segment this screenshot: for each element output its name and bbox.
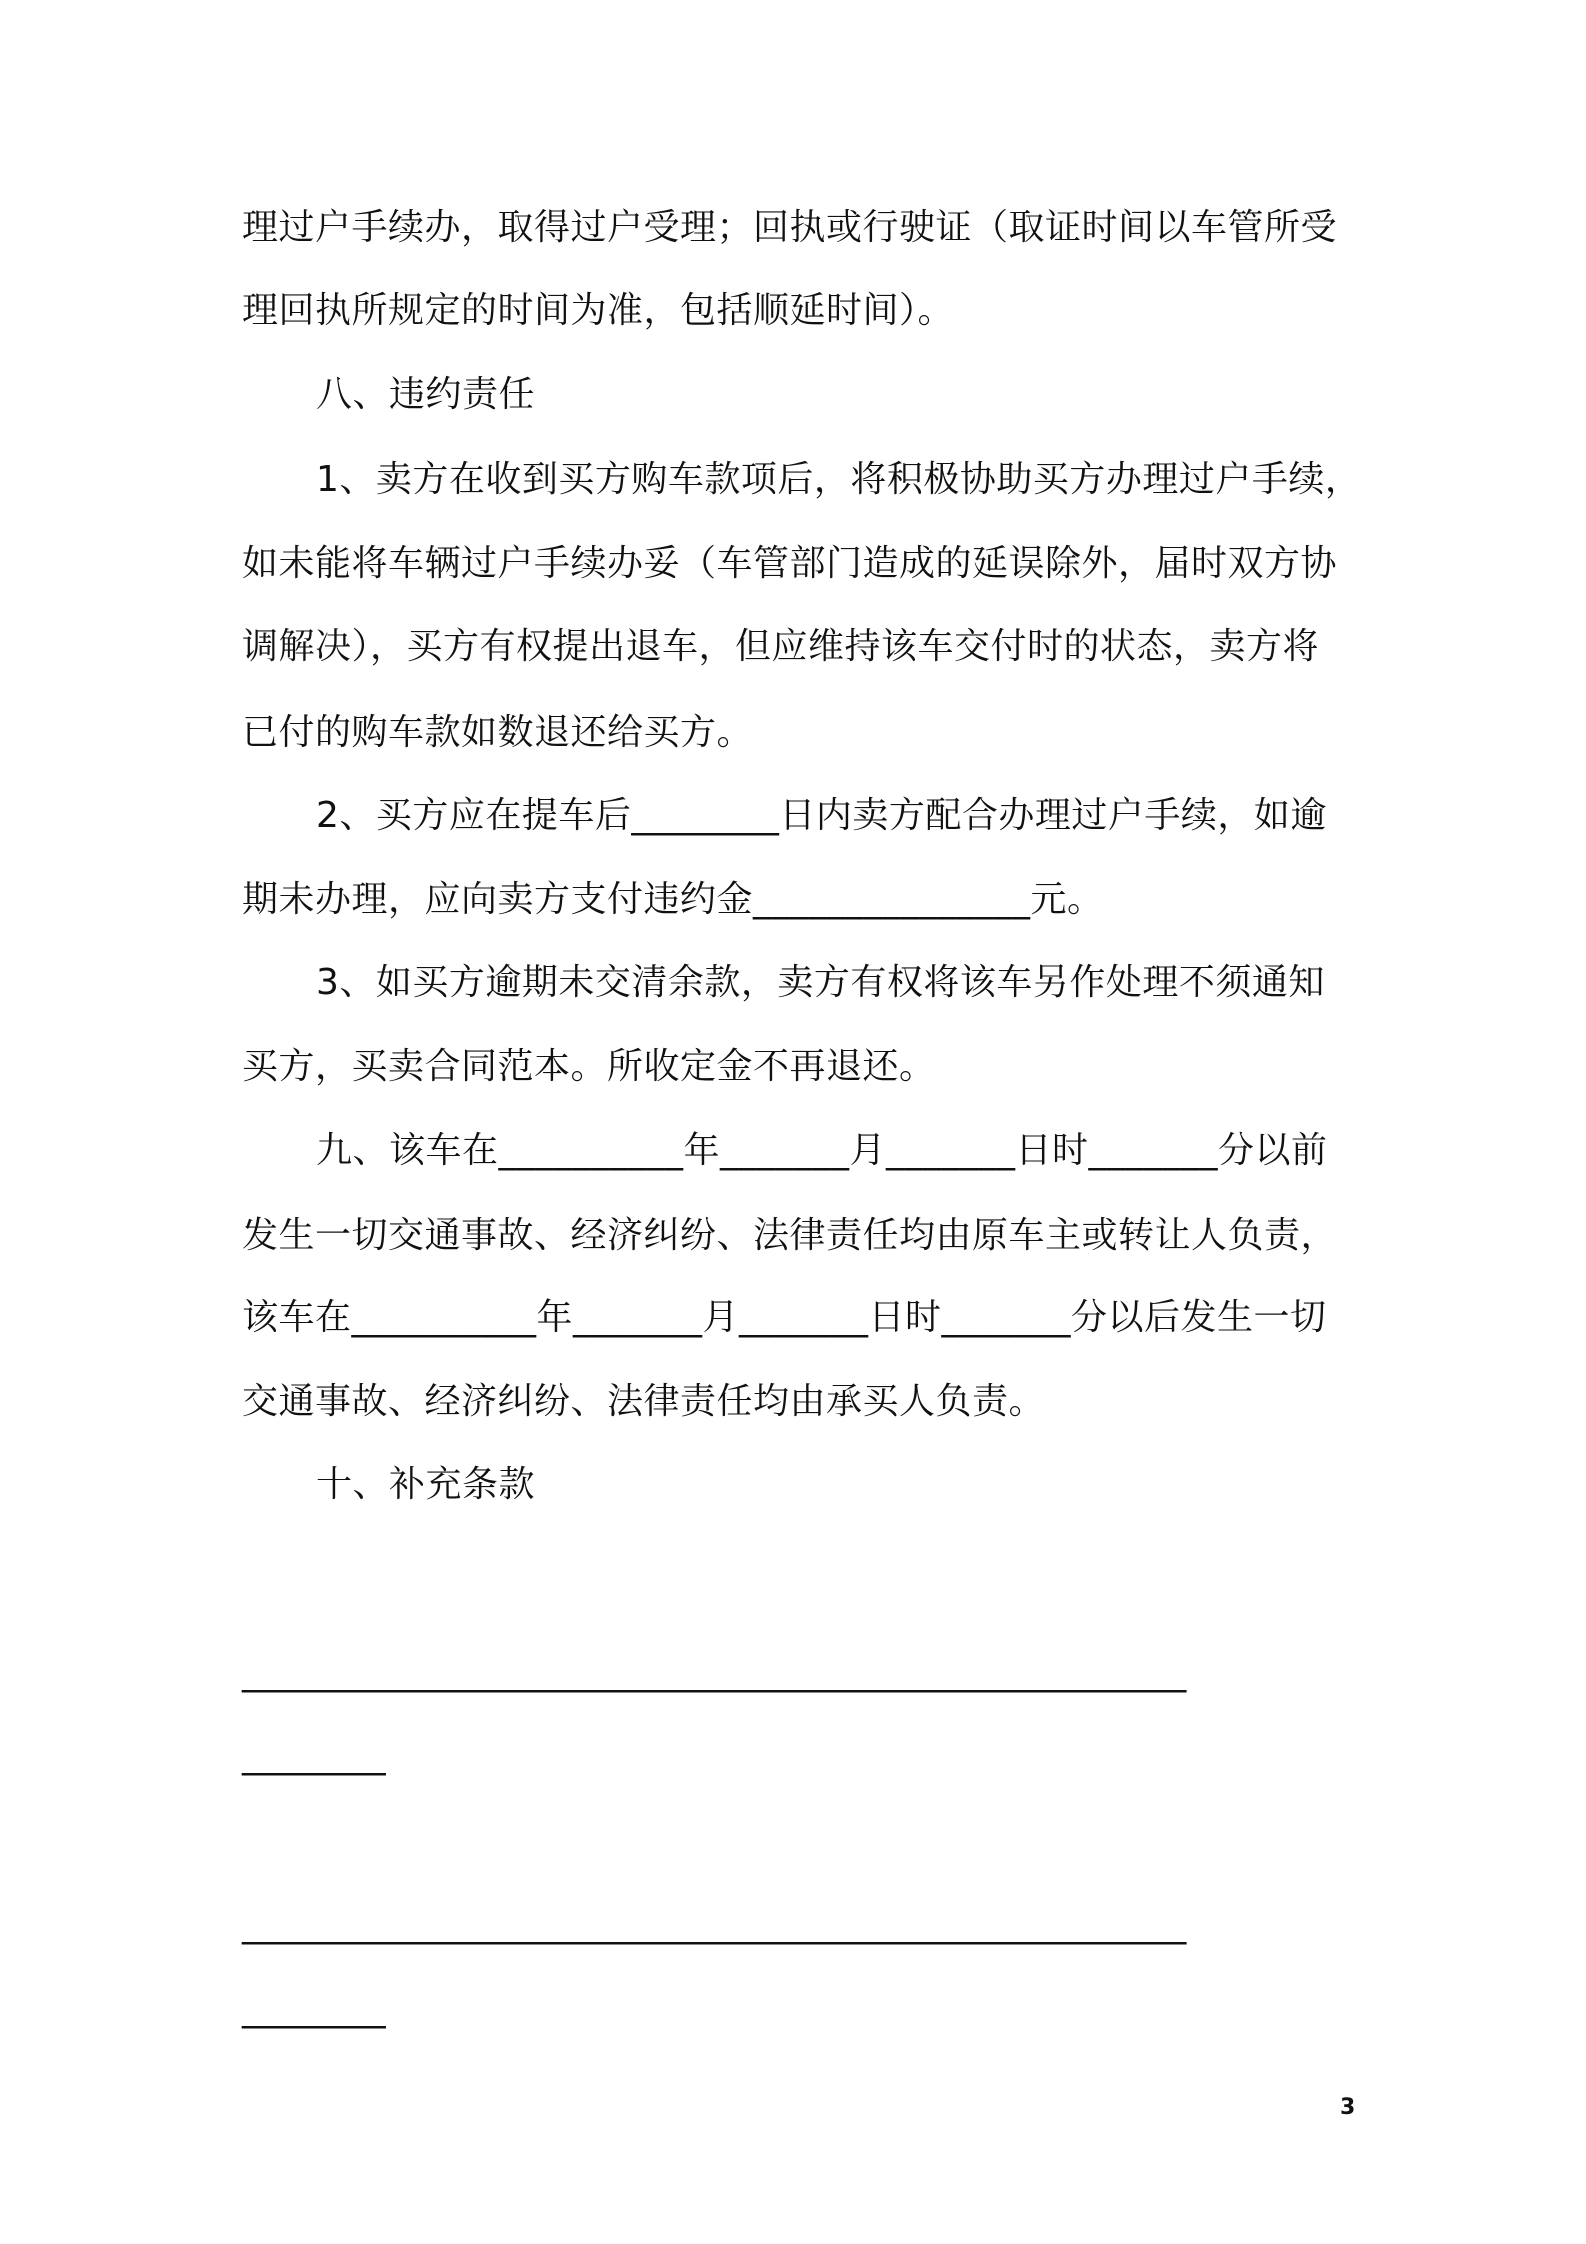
text-line: 理回执所规定的时间为准，包括顺延时间）。: [242, 290, 955, 331]
section-heading: 十、补充条款: [316, 1464, 536, 1505]
text-line: 调解决），买方有权提出退车，但应维持该车交付时的状态，卖方将: [242, 626, 1320, 667]
page-number: 3: [1340, 2095, 1356, 2120]
text-line: 该车在__________年_______月_______日时_______分以后发生一切: [242, 1297, 1327, 1338]
text-line: 交通事故、经济纠纷、法律责任均由承买人负责。: [242, 1381, 1046, 1422]
text-line: 2、买方应在提车后________日内卖方配合办理过户手续，如逾: [316, 795, 1327, 836]
blank-line: _________: [242, 1735, 384, 1776]
text-line: 1、卖方在收到买方购车款项后，将积极协助买方办理过户手续，: [316, 459, 1362, 500]
blank-line: ____________________________________________________________: [242, 1904, 1185, 1945]
text-line: 期未办理，应向卖方支付违约金_______________元。: [242, 879, 1104, 920]
text-line: 理过户手续办，取得过户受理；回执或行驶证（取证时间以车管所受: [242, 207, 1338, 248]
text-line: 发生一切交通事故、经济纠纷、法律责任均由原车主或转让人负责，: [242, 1215, 1338, 1256]
text-line: 3、如买方逾期未交清余款，卖方有权将该车另作处理不须通知: [316, 962, 1325, 1003]
text-line: 九、该车在__________年_______月_______日时_______分以前: [316, 1130, 1328, 1171]
text-line: 如未能将车辆过户手续办妥（车管部门造成的延误除外，届时双方协: [242, 543, 1338, 584]
section-heading: 八、违约责任: [316, 374, 536, 415]
blank-line: ____________________________________________________________: [242, 1652, 1185, 1693]
text-line: 已付的购车款如数退还给买方。: [242, 712, 754, 753]
blank-line: _________: [242, 1988, 384, 2029]
text-line: 买方，买卖合同范本。所收定金不再退还。: [242, 1046, 936, 1087]
